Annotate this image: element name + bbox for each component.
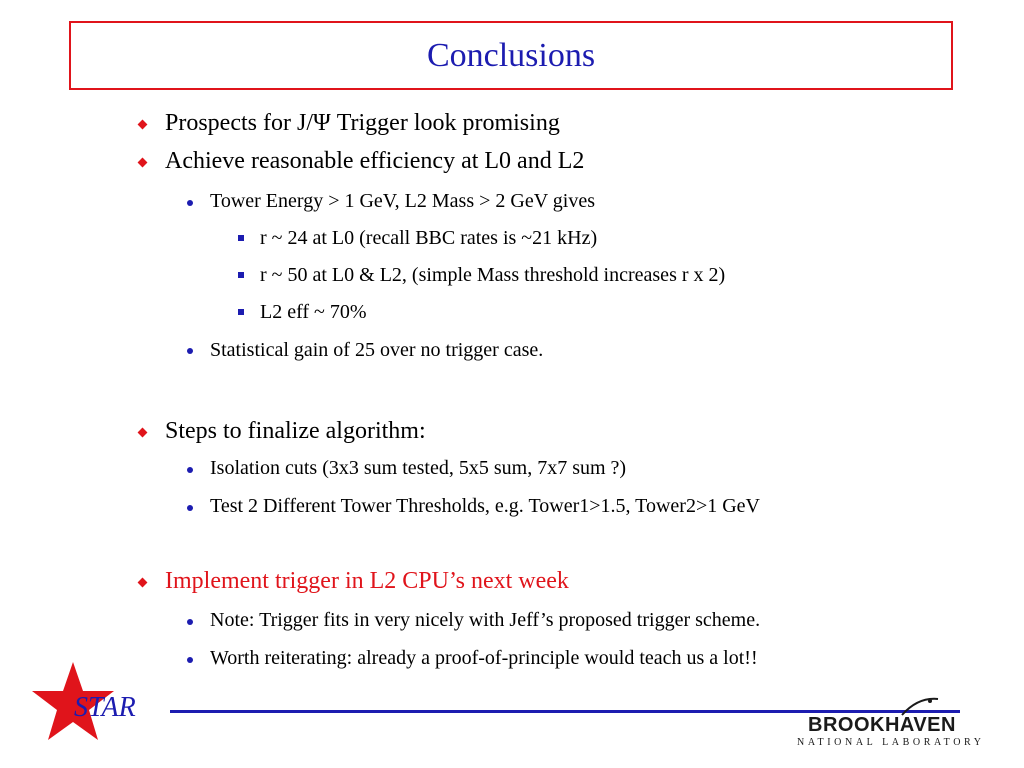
square-bullet-icon	[238, 235, 244, 241]
square-bullet-icon	[238, 272, 244, 278]
diamond-bullet-icon	[138, 158, 148, 168]
slide-title: Conclusions	[426, 36, 596, 74]
diamond-bullet-icon	[138, 578, 148, 588]
dot-bullet-icon	[187, 505, 193, 511]
star-logo-text: STAR	[74, 692, 136, 723]
bullet-item: r ~ 24 at L0 (recall BBC rates is ~21 kHz)	[260, 227, 598, 249]
bullet-item: Note: Trigger fits in very nicely with Jeff’s proposed trigger scheme.	[210, 609, 761, 631]
bullet-item: L2 eff ~ 70%	[260, 301, 367, 323]
diamond-bullet-icon	[138, 120, 148, 130]
square-bullet-icon	[238, 309, 244, 315]
bullet-item: Statistical gain of 25 over no trigger case.	[210, 339, 544, 361]
dot-bullet-icon	[187, 619, 193, 625]
bullet-item: Steps to finalize algorithm:	[165, 418, 426, 444]
bullet-item: Achieve reasonable efficiency at L0 and L2	[165, 148, 585, 174]
bullet-item: Test 2 Different Tower Thresholds, e.g. Tower1>1.5, Tower2>1 GeV	[210, 495, 760, 517]
bullet-item: r ~ 50 at L0 & L2, (simple Mass threshold increases r x 2)	[260, 264, 726, 286]
bullet-item-highlighted: Implement trigger in L2 CPU’s next week	[165, 568, 569, 594]
dot-bullet-icon	[187, 657, 193, 663]
dot-bullet-icon	[187, 200, 193, 206]
brookhaven-logo-text: BROOKHAVEN	[808, 714, 956, 736]
bullet-item: Prospects for J/Ψ Trigger look promising	[165, 110, 560, 136]
bullet-item: Isolation cuts (3x3 sum tested, 5x5 sum, 7x7 sum ?)	[210, 457, 627, 479]
dot-bullet-icon	[187, 348, 193, 354]
dot-bullet-icon	[187, 467, 193, 473]
bullet-item: Worth reiterating: already a proof-of-principle would teach us a lot!!	[210, 647, 758, 669]
footer-divider	[170, 710, 960, 713]
diamond-bullet-icon	[138, 428, 148, 438]
bullet-item: Tower Energy > 1 GeV, L2 Mass > 2 GeV gives	[210, 190, 595, 212]
national-laboratory-text: NATIONAL LABORATORY	[797, 737, 985, 748]
